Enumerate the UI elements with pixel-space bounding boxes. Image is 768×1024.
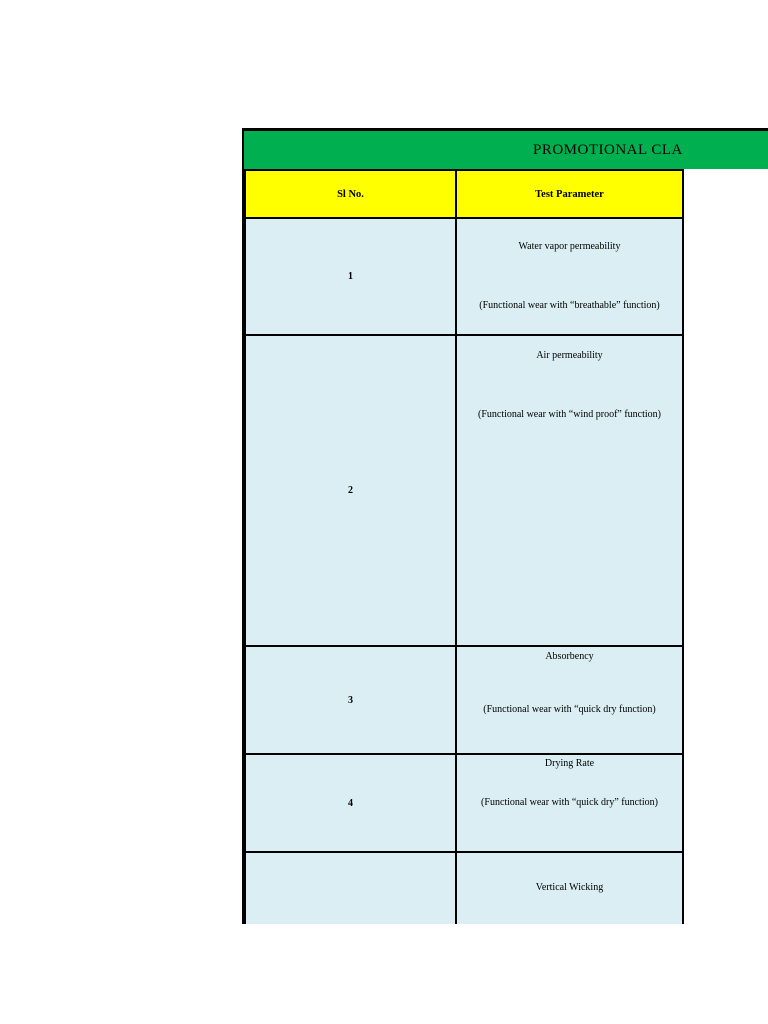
test-parameter-table (244, 169, 684, 963)
table-row (245, 218, 683, 335)
header-sl-no: Sl No. (245, 170, 456, 218)
table-row (245, 754, 683, 852)
table-title: PROMOTIONAL CLA (533, 142, 683, 158)
row-sl-no: 4 (245, 754, 456, 852)
row-sl-no: 1 (245, 218, 456, 335)
row-parameter: Drying Rate (544, 758, 595, 769)
row-note: (Functional wear with “quick dry function) (483, 704, 656, 715)
row-parameter-cell (456, 218, 683, 335)
header-test-parameter: Test Parameter (456, 170, 683, 218)
row-parameter-cell (456, 335, 683, 646)
row-parameter: Vertical Wicking (535, 882, 604, 893)
table-row (245, 335, 683, 646)
row-note: (Functional wear with “quick dry” function) (481, 797, 658, 808)
page-cutoff (242, 924, 702, 1024)
table-header-row (245, 170, 683, 218)
row-note: (Functional wear with “wind proof” function) (477, 409, 661, 420)
title-banner (244, 128, 768, 169)
row-parameter: Water vapor permeability (518, 241, 621, 252)
row-sl-no: 2 (245, 335, 456, 646)
row-parameter: Air permeability (536, 350, 603, 361)
row-sl-no: 3 (245, 646, 456, 754)
row-note: (Functional wear with “breathable” function) (479, 300, 660, 311)
row-parameter-cell (456, 646, 683, 754)
row-parameter-cell (456, 754, 683, 852)
table-row (245, 646, 683, 754)
row-parameter: Absorbency (545, 651, 594, 662)
